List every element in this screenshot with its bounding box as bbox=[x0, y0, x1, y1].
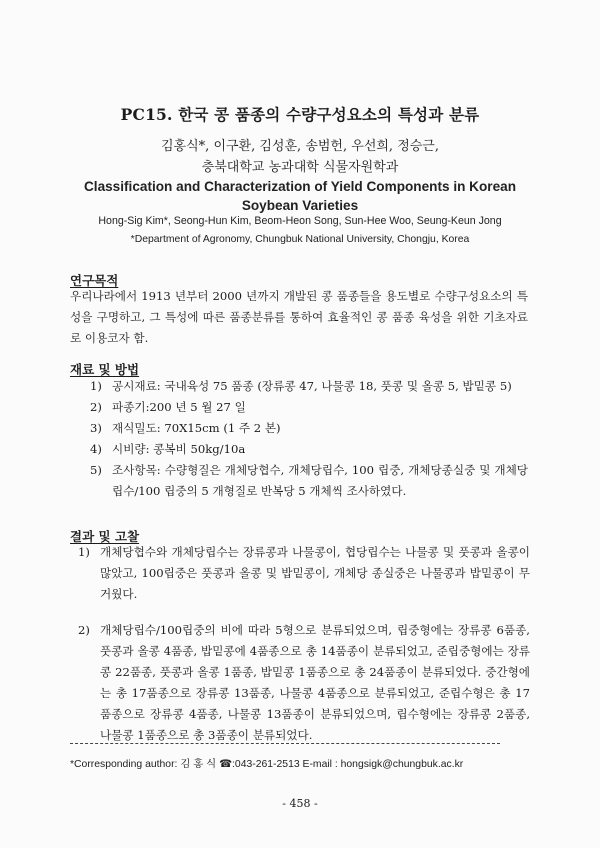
affiliation-korean: 충북대학교 농과대학 식물자원학과 bbox=[201, 160, 399, 175]
objective-heading: 연구목적 bbox=[70, 273, 119, 288]
paper-title: PC15. 한국 콩 품종의 수량구성요소의 특성과 분류 bbox=[120, 105, 480, 124]
list-item: 1) 공시재료: 국내육성 75 품종 (장류콩 47, 나물콩 18, 풋콩 및 올콩 5, 밥밑콩 5) bbox=[90, 379, 512, 393]
methods-heading: 재료 및 방법 bbox=[70, 362, 140, 377]
list-item: 2) 파종기:200 년 5 월 27 일 bbox=[90, 400, 246, 414]
list-item: 3) 재식밀도: 70X15cm (1 주 2 본) bbox=[90, 421, 281, 435]
list-item: 4) 시비량: 콩복비 50kg/10a bbox=[90, 442, 246, 456]
corresponding-author-footnote: *Corresponding author: 김 홍 식 ☎:043-261-2513 E-mail : hongsigk@chungbuk.ac.kr bbox=[70, 759, 464, 770]
english-title-line2: Soybean Varieties bbox=[241, 198, 359, 213]
authors-korean: 김홍식*, 이구환, 김성훈, 송범헌, 우선희, 정승근, bbox=[161, 139, 439, 154]
list-item: 5) 조사항목: 수량형질은 개체당협수, 개체당립수, 100 립중, 개체당종실중 및 개체당립수/100 립중의 5 개형질로 반복당 5 개체씩 조사하였다. bbox=[90, 463, 528, 498]
footnote-divider bbox=[70, 743, 500, 744]
results-item-2: 2) 개체당립수/100립중의 비에 따라 5형으로 분류되었으며, 립중형에는 장류콩 6품종, 풋콩과 올콩 4품종, 밥밑콩에 4품종으로 총 14품종이 분류되었고, 준립중형에는 장류콩 22품종, 풋콩과 올콩 1품종, 밥밑콩 1품종으로 총 24품종이 분류되었다. 중간형에는 총 17품종으로 장류콩 13품종, 나물콩 4품종으로 분류되었고, 준립수형은 총 17품종으로 장류콩 4품종, 나물콩 13품종이 분류되었으며, 립수형에는 장류콩 2품종, 나물콩 1품종으로 총 3품종이 분류되었다. bbox=[78, 623, 530, 742]
authors-english: Hong-Sig Kim*, Seong-Hun Kim, Beom-Heon Song, Sun-Hee Woo, Seung-Keun Jong bbox=[98, 215, 502, 227]
english-title-line1: Classification and Characterization of Yield Components in Korean bbox=[83, 179, 517, 194]
methods-list bbox=[90, 376, 528, 502]
page-number: - 458 - bbox=[282, 797, 318, 810]
objective-text: 우리나라에서 1913 년부터 2000 년까지 개발된 콩 품종들을 용도별로 수량구성요소의 특성을 구명하고, 그 특성에 따른 품종분류를 통하여 효율적인 콩 품종 육성을 위한 기초자료로 이용코자 함. bbox=[70, 289, 528, 345]
results-item-1: 1) 개체당협수와 개체당립수는 장류콩과 나물콩이, 협당립수는 나물콩 및 풋콩과 올콩이 많았고, 100립중은 풋콩과 올콩 및 밥밑콩이, 개체당 종실중은 나물콩과 밥밑콩이 무거웠다. bbox=[78, 545, 530, 601]
affiliation-english: *Department of Agronomy, Chungbuk National University, Chongju, Korea bbox=[130, 234, 470, 245]
results-heading: 결과 및 고찰 bbox=[70, 529, 140, 544]
english-title bbox=[0, 177, 600, 215]
